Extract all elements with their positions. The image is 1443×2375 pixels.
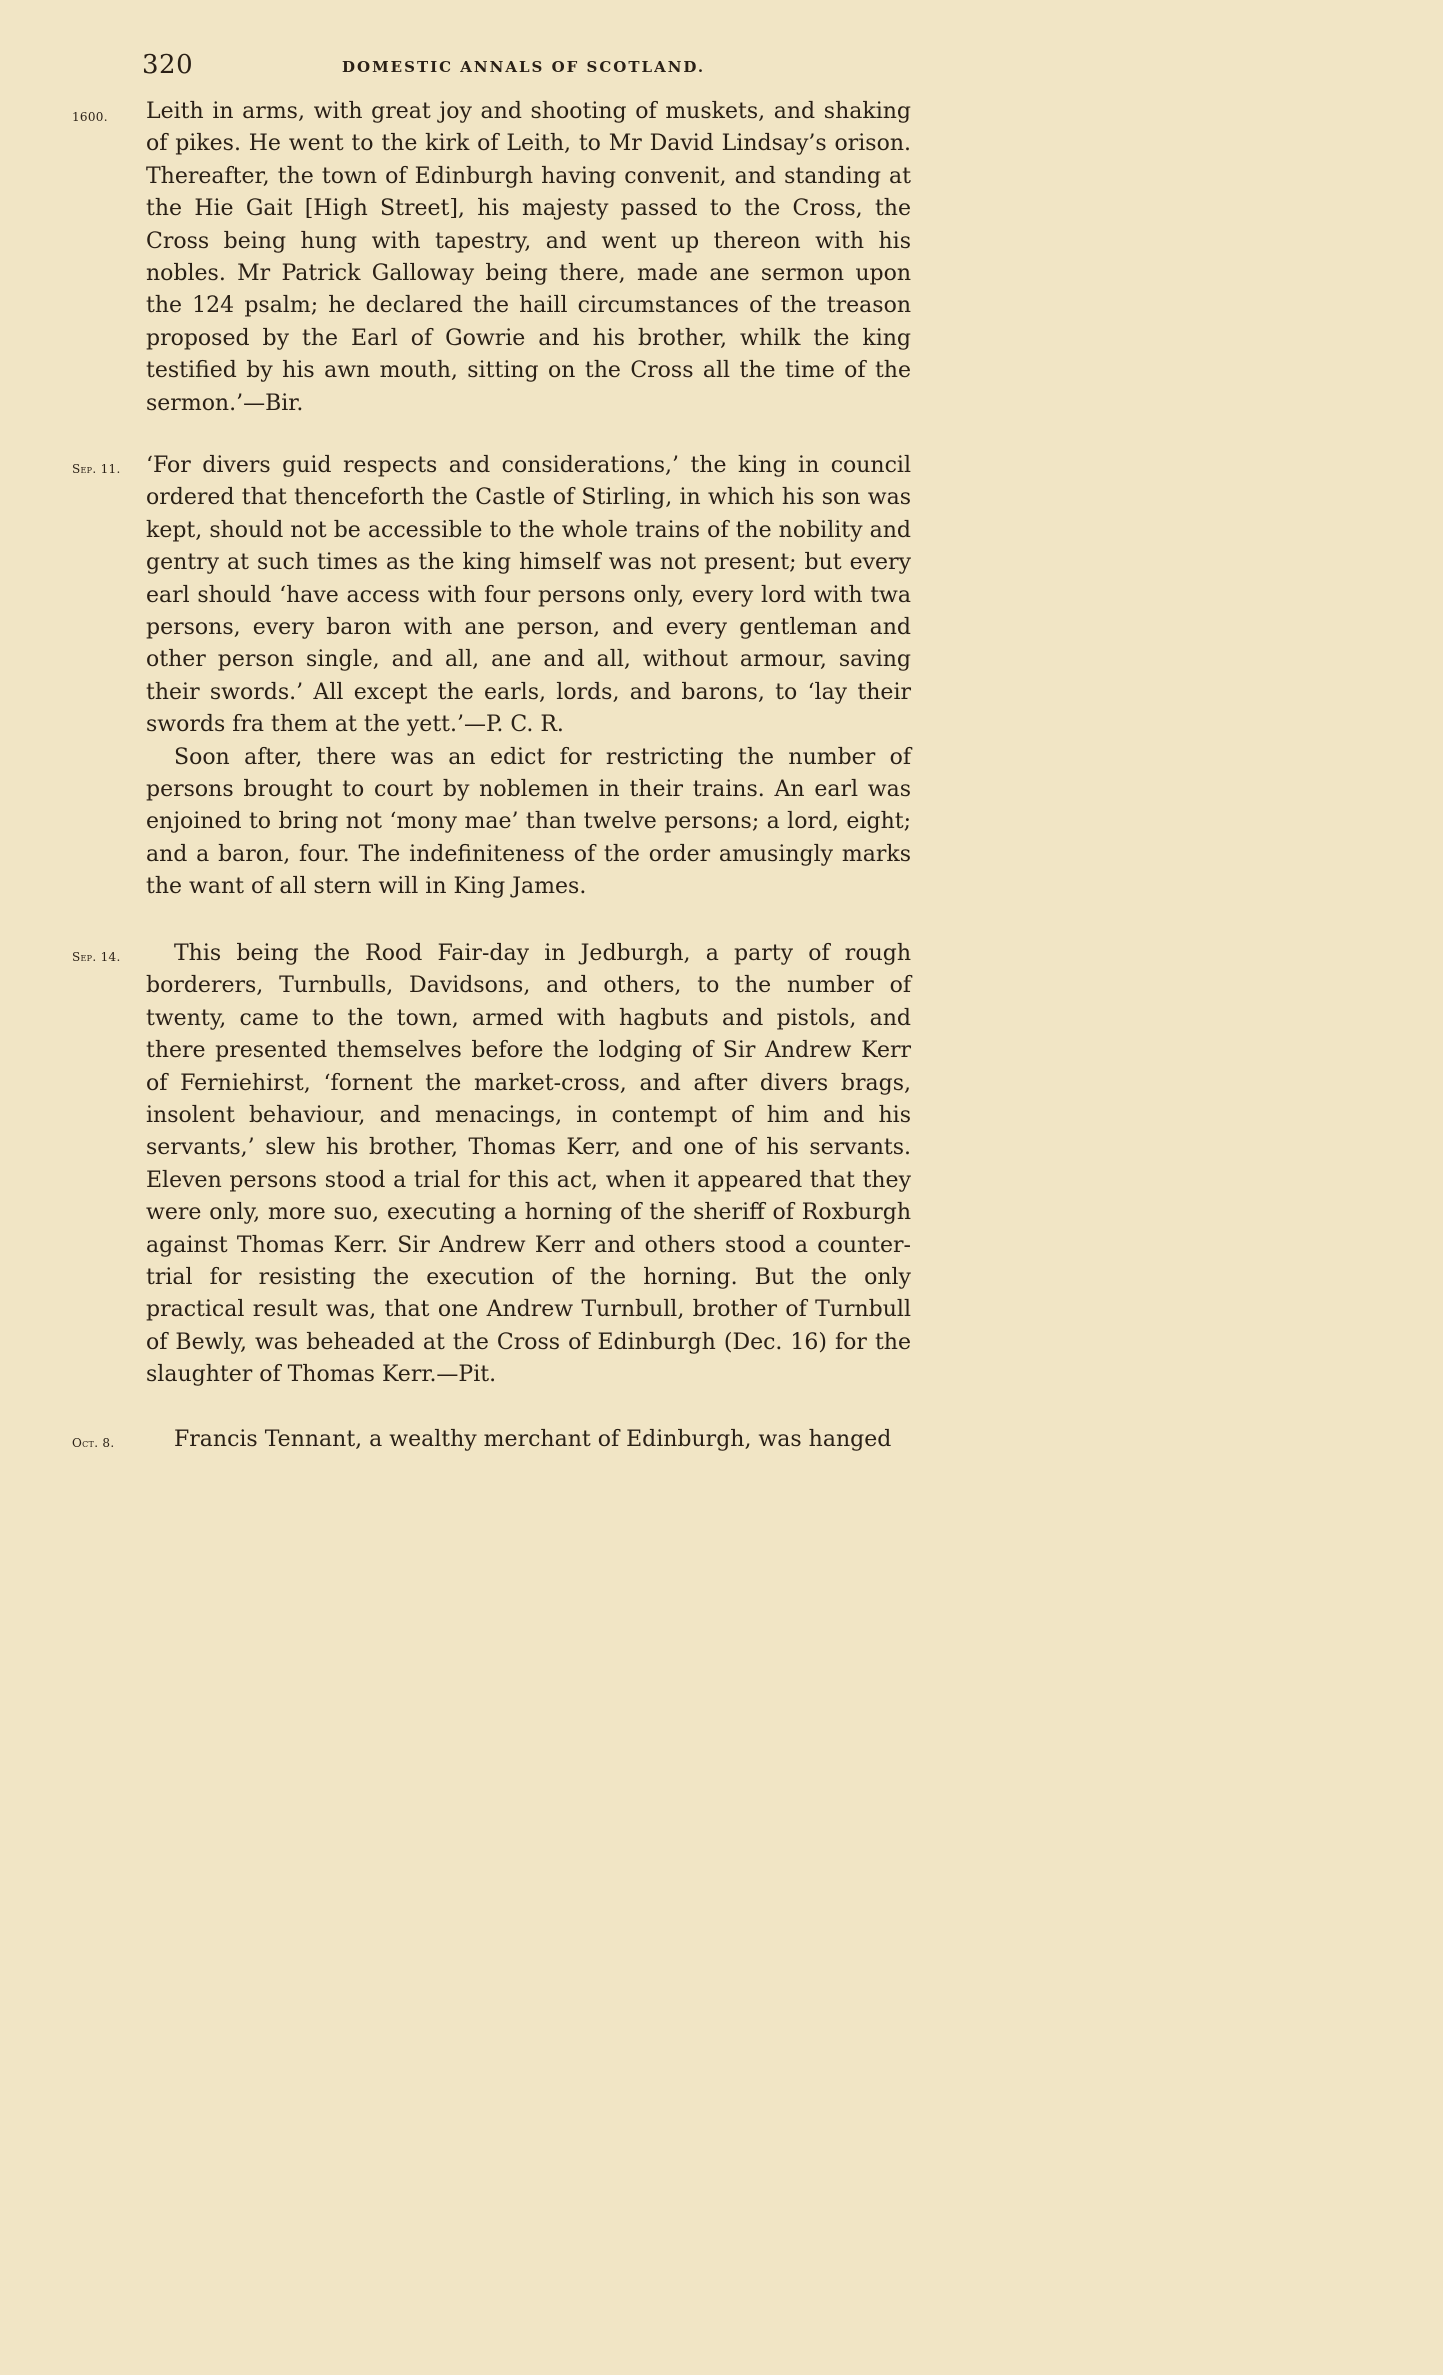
paragraph: Soon after, there was an edict for restricting the number of persons brought to court by noblemen in their trains. An earl was enjoined to bring not ‘mony mae’ than twelve persons; a lord, eight; and a baron, four. The indefiniteness of the order amusingly marks the want of all stern will in King James. xyxy=(146,744,911,900)
book-page xyxy=(0,0,953,1568)
entry-sep-11 xyxy=(146,450,911,904)
margin-date: Sep. 11. xyxy=(72,462,121,476)
paragraph: This being the Rood Fair-day in Jedburgh, a party of rough borderers, Turnbulls, Davidsons, and others, to the number of twenty, came to the town, armed with hagbuts and pistols, and there presented themselves before the lodging of Sir Andrew Kerr of Ferniehirst, ‘fornent the market-cross, and after divers brags, insolent behaviour, and menacings, in contempt of him and his servants,’ slew his brother, Thomas Kerr, and one of his servants. Eleven persons stood a trial for this act, when it appeared that they were only, more suo, executing a horning of the sheriff of Roxburgh against Thomas Kerr. Sir Andrew Kerr and others stood a counter-trial for resisting the execution of the horning. But the only practical result was, that one Andrew Turnbull, brother of Turnbull of Bewly, was beheaded at the Cross of Edinburgh (Dec. 16) for the slaughter of Thomas Kerr.—Pit. xyxy=(146,941,911,1388)
paragraph: ‘For divers guid respects and considerations,’ the king in council ordered that thenceforth the Castle of Stirling, in which his son was kept, should not be accessible to the whole trains of the nobility and gentry at such times as the king himself was not present; but every earl should ‘have access with four persons only, every lord with twa persons, every baron with ane person, and every gentleman and other person single, and all, ane and all, without armour, saving their swords.’ All except the earls, lords, and barons, to ‘lay their swords fra them at the yett.’—P. C. R. xyxy=(146,453,911,738)
margin-date: 1600. xyxy=(72,110,108,124)
page-header xyxy=(142,50,922,90)
margin-date: Sep. 14. xyxy=(72,950,121,964)
margin-date: Oct. 8. xyxy=(72,1436,115,1450)
paragraph: Francis Tennant, a wealthy merchant of Edinburgh, was hanged xyxy=(174,1427,892,1452)
page-number: 320 xyxy=(142,50,194,80)
entry-1600 xyxy=(146,96,911,420)
entry-oct-8 xyxy=(146,1424,911,1456)
running-title: DOMESTIC ANNALS OF SCOTLAND. xyxy=(342,58,706,76)
entry-sep-14 xyxy=(146,938,911,1392)
paragraph: Leith in arms, with great joy and shooting of muskets, and shaking of pikes. He went to the kirk of Leith, to Mr David Lindsay’s orison. Thereafter, the town of Edinburgh having convenit, and standing at the Hie Gait [High Street], his majesty passed to the Cross, the Cross being hung with tapestry, and went up thereon with his nobles. Mr Patrick Galloway being there, made ane sermon upon the 124 psalm; he declared the haill circumstances of the treason proposed by the Earl of Gowrie and his brother, whilk the king testified by his awn mouth, sitting on the Cross all the time of the sermon.’—Bir. xyxy=(146,99,911,416)
